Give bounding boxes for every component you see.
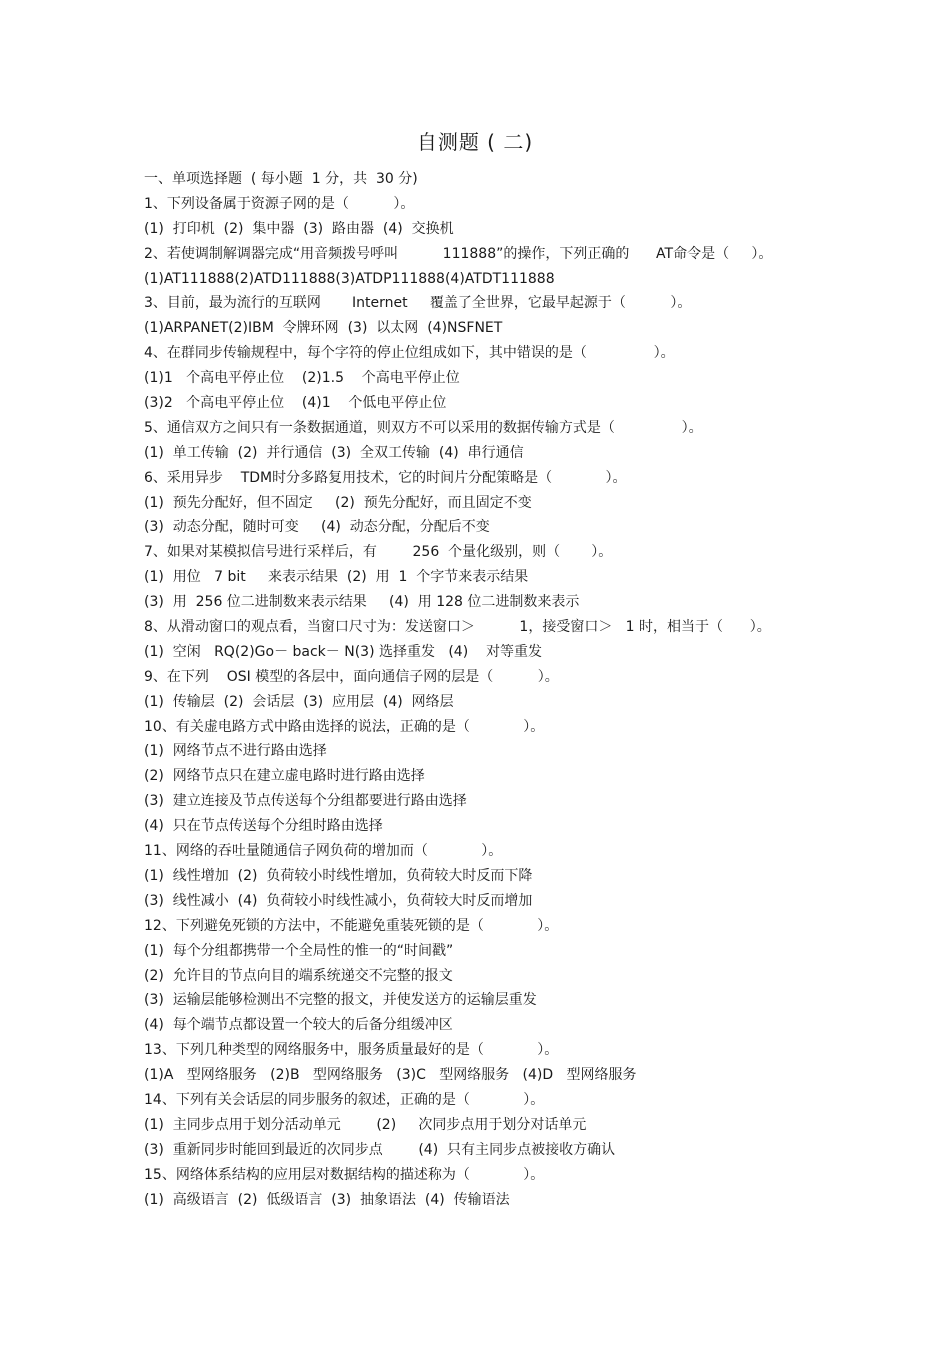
question-3: 3、目前，最为流行的互联网 Internet 覆盖了全世界，它最早起源于（ ）。 bbox=[144, 295, 692, 312]
question-1-options: (1) 打印机 (2) 集中器 (3) 路由器 (4) 交换机 bbox=[144, 220, 454, 237]
question-7-options-b: (3) 用 256 位二进制数来表示结果 (4) 用 128 位二进制数来表示 bbox=[144, 594, 580, 611]
question-10: 10、有关虚电路方式中路由选择的说法，正确的是（ ）。 bbox=[144, 718, 545, 735]
question-4: 4、在群同步传输规程中，每个字符的停止位组成如下，其中错误的是（ ）。 bbox=[144, 345, 675, 362]
question-11-options-b: (3) 线性减小 (4) 负荷较小时线性减小，负荷较大时反而增加 bbox=[144, 892, 533, 909]
question-6: 6、采用异步 TDM时分多路复用技术，它的时间片分配策略是（ ）。 bbox=[144, 469, 627, 486]
question-5: 5、通信双方之间只有一条数据通道，则双方不可以采用的数据传输方式是（ ）。 bbox=[144, 419, 703, 436]
question-7-options-a: (1) 用位 7 bit 来表示结果 (2) 用 1 个字节来表示结果 bbox=[144, 569, 529, 586]
question-14: 14、下列有关会话层的同步服务的叙述，正确的是（ ）。 bbox=[144, 1091, 545, 1108]
question-list bbox=[144, 167, 864, 1212]
question-1: 1、下列设备属于资源子网的是（ ）。 bbox=[144, 195, 415, 212]
question-7: 7、如果对某模拟信号进行采样后，有 256 个量化级别，则（ ）。 bbox=[144, 544, 613, 561]
question-13: 13、下列几种类型的网络服务中，服务质量最好的是（ ）。 bbox=[144, 1042, 559, 1059]
question-6-options-a: (1) 预先分配好，但不固定 (2) 预先分配好，而且固定不变 bbox=[144, 494, 532, 511]
question-3-options: (1)ARPANET(2)IBM 令牌环网 (3) 以太网 (4)NSFNET bbox=[144, 320, 503, 337]
question-12-option-3: (3) 运输层能够检测出不完整的报文，并使发送方的运输层重发 bbox=[144, 992, 537, 1009]
question-2: 2、若使调制解调器完成“用音频拨号呼叫 111888”的操作，下列正确的 AT命令是（ ）。 bbox=[144, 245, 773, 262]
question-10-option-4: (4) 只在节点传送每个分组时路由选择 bbox=[144, 818, 383, 835]
question-12-option-1: (1) 每个分组都携带一个全局性的惟一的“时间戳” bbox=[144, 942, 454, 959]
question-12-option-2: (2) 允许目的节点向目的端系统递交不完整的报文 bbox=[144, 967, 453, 984]
question-4-options-a: (1)1 个高电平停止位 (2)1.5 个高电平停止位 bbox=[144, 370, 460, 387]
question-6-options-b: (3) 动态分配，随时可变 (4) 动态分配，分配后不变 bbox=[144, 519, 490, 536]
question-10-option-1: (1) 网络节点不进行路由选择 bbox=[144, 743, 327, 760]
question-13-options: (1)A 型网络服务 (2)B 型网络服务 (3)C 型网络服务 (4)D 型网络服务 bbox=[144, 1067, 637, 1084]
question-8-options: (1) 空闲 RQ(2)Go－ back－ N(3) 选择重发 (4) 对等重发 bbox=[144, 643, 542, 660]
question-12: 12、下列避免死锁的方法中，不能避免重装死锁的是（ ）。 bbox=[144, 917, 559, 934]
question-12-option-4: (4) 每个端节点都设置一个较大的后备分组缓冲区 bbox=[144, 1017, 453, 1034]
question-8: 8、从滑动窗口的观点看，当窗口尺寸为：发送窗口＞ 1，接受窗口＞ 1 时，相当于（ ）。 bbox=[144, 619, 771, 636]
question-5-options: (1) 单工传输 (2) 并行通信 (3) 全双工传输 (4) 串行通信 bbox=[144, 444, 524, 461]
question-14-options-a: (1) 主同步点用于划分活动单元 (2) 次同步点用于划分对话单元 bbox=[144, 1116, 587, 1133]
question-9: 9、在下列 OSI 模型的各层中，面向通信子网的层是（ ）。 bbox=[144, 668, 559, 685]
question-11: 11、网络的吞吐量随通信子网负荷的增加而（ ）。 bbox=[144, 843, 503, 860]
question-14-options-b: (3) 重新同步时能回到最近的次同步点 (4) 只有主同步点被接收方确认 bbox=[144, 1141, 616, 1158]
question-2-options: (1)AT111888(2)ATD111888(3)ATDP111888(4)ATDT111888 bbox=[144, 270, 555, 287]
question-10-option-2: (2) 网络节点只在建立虚电路时进行路由选择 bbox=[144, 768, 425, 785]
question-4-options-b: (3)2 个高电平停止位 (4)1 个低电平停止位 bbox=[144, 395, 447, 412]
question-10-option-3: (3) 建立连接及节点传送每个分组都要进行路由选择 bbox=[144, 793, 467, 810]
question-9-options: (1) 传输层 (2) 会话层 (3) 应用层 (4) 网络层 bbox=[144, 693, 454, 710]
question-15-options: (1) 高级语言 (2) 低级语言 (3) 抽象语法 (4) 传输语法 bbox=[144, 1191, 510, 1208]
question-11-options-a: (1) 线性增加 (2) 负荷较小时线性增加，负荷较大时反而下降 bbox=[144, 867, 533, 884]
page-title: 自测题 ( 二) bbox=[416, 130, 534, 154]
question-15: 15、网络体系结构的应用层对数据结构的描述称为（ ）。 bbox=[144, 1166, 545, 1183]
section-heading: 一、单项选择题 ( 每小题 1 分，共 30 分) bbox=[144, 171, 418, 187]
